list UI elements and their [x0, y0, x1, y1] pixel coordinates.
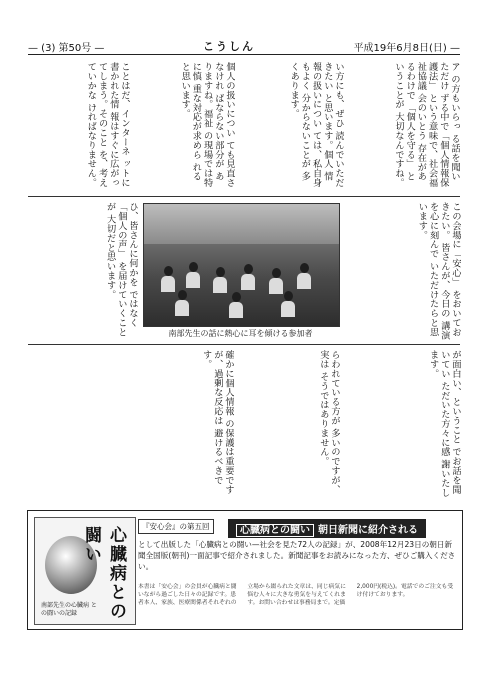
banner-book-name: 心臓病との闘い	[236, 524, 314, 537]
article-column-3: 個人の扱いについ ても見直さなけれ ばならない部分が ありますね。福祉 の現場では特に慎 重な対応が求めら れると思います。	[179, 62, 235, 188]
article-column-8: らわれている方が 多いのですが、実は そうではありません。	[317, 350, 340, 495]
issue-date: 平成19年6月8日(日) —	[353, 42, 460, 54]
article-column-5: この会場に「安心」 をおいておきたい。 皆さんが、今日の 講演を心に刻んで いただけたらと思 います。	[416, 202, 461, 340]
banner-text: 朝日新聞に紹介される	[318, 525, 418, 536]
column-divider	[28, 196, 460, 197]
issue-number: — (3) 第50号 —	[28, 42, 105, 54]
ad-fine-print: 本書は「安心会」の会員が心臓病と闘いながら過ごした日々の記録です。患者本人、家族、医療関係者それぞれの立場から綴られた文章は、同じ病気に悩む人々に大きな勇気を与えてくれます。お問い合わせは事務局まで。定価2,000円(税込)。電話でのご注文も受け付けております。	[138, 584, 454, 606]
article-column-6: ひ、皆さんに何かを ではなく「個人の声」 を届けていくことが 大切だと思います。	[104, 202, 138, 337]
article-column-2: い方にも、ぜひ 読んでいただきたい と思います。個人 情報の扱いについ ては、私自身もよく 分からないことが 多くあります。	[288, 62, 344, 188]
ad-body: として出版した「心臓病との闘い—社会を見た72人の記録」が、2008年12月23日の朝日新聞全国版(朝刊)一面記事で紹介されました。新聞記事をお読みになった方、ぜひご購入ください。	[138, 540, 456, 571]
article-column-7: が面白い、ということ でお話を聞いてい ただいた方々に感 謝いたします。	[427, 350, 461, 498]
article-column-9: 確かに個人情報 の保護は重要です が、過剰な反応は 避けるべきです。	[200, 350, 234, 495]
event-photo	[143, 203, 340, 327]
article-column-4: ことはだ、インターネ ットに書かれた情 報はすぐに広がっ てしまう。そのこと を、考えていかな ければなりません。	[85, 62, 130, 188]
ad-label: 『安心会』の第五回	[138, 519, 214, 534]
book-subtitle: 南部先生の心臓病 との闘いの記録	[41, 602, 97, 617]
book-title: 心臓病との闘い	[81, 526, 126, 621]
page-header	[28, 38, 460, 55]
newsletter-title: こうしん	[203, 40, 255, 53]
ad-banner	[228, 519, 426, 538]
book-advertisement	[27, 510, 463, 630]
book-cover	[34, 517, 136, 625]
photo-caption: 南部先生の話に熱心に耳を傾ける参加者	[168, 329, 313, 338]
column-divider	[28, 344, 460, 345]
article-column-1: ア の方もいらっ る話を聞いただけ ずる中で「個人情報保護法」 という意味で、社会福祉協議 会のいとう 存在があるわけで 「個人を守る」 ということが 大切なんですね。	[392, 62, 460, 188]
